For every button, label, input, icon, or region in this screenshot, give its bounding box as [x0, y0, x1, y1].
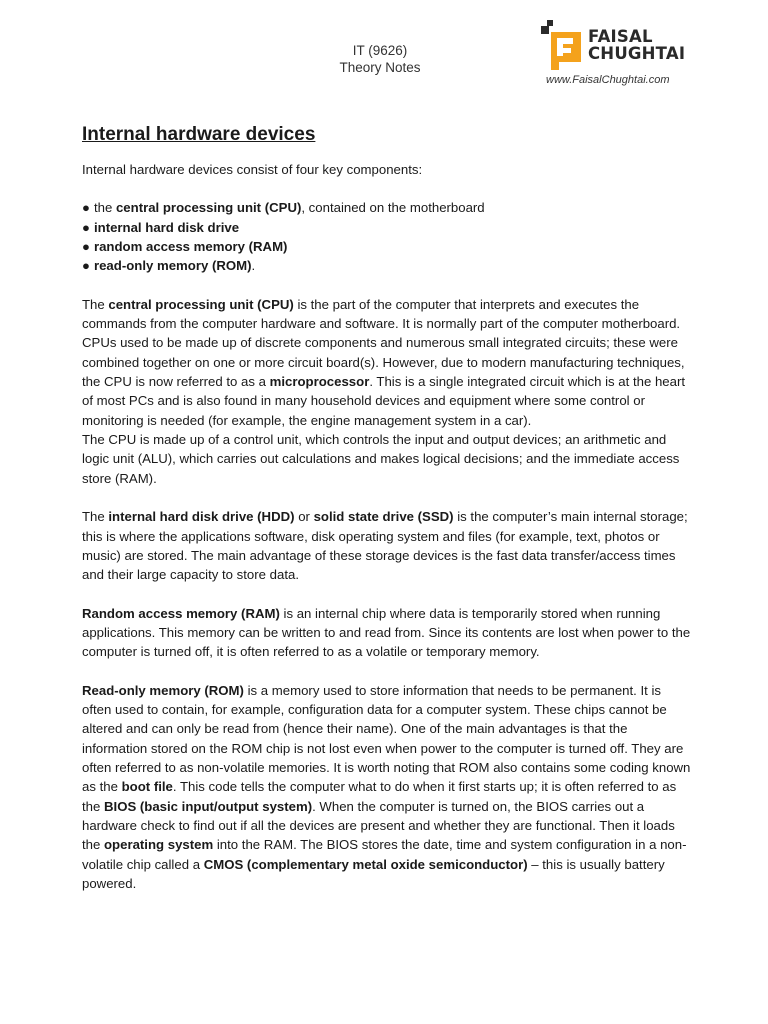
course-code: IT (9626) [352, 43, 408, 58]
component-list [82, 198, 692, 275]
intro-paragraph: Internal hardware devices consist of four key components: [82, 162, 423, 177]
page-header [300, 42, 460, 76]
cpu-components-paragraph: The CPU is made up of a control unit, which controls the input and output devices; an arithmetic and logic unit (ALU), which carries out calculations and makes logical decisions; and the immediate access store (RAM). [82, 432, 680, 486]
hdd-paragraph: The internal hard disk drive (HDD) or solid state drive (SSD) is the computer’s main internal storage; this is where the applications software, disk operating system and files (for example, text, photos or music) are stored. The main advantage of these storage devices is the fast data transfer/access times and their large capacity to store data. [82, 509, 688, 583]
section-title: Internal hardware devices [82, 124, 316, 145]
list-item: ● random access memory (RAM) [82, 239, 288, 255]
document-body [82, 122, 692, 912]
cpu-paragraph: The central processing unit (CPU) is the part of the computer that interprets and executes the commands from the computer hardware and software. It is normally part of the computer motherboard. CPUs used to be made up of discrete components and numerous small integrated circuits; these were combined together on one or more circuit board(s). However, due to modern manufacturing techniques, the CPU is now referred to as a microprocessor. This is a single integrated circuit which is at the heart of most PCs and is also found in many household devices and equipment where some control or monitoring is needed (for example, the engine management system in a car). [82, 296, 686, 428]
brand-logo [538, 20, 738, 90]
rom-paragraph: Read-only memory (ROM) is a memory used to store information that needs to be permanent. It is often used to contain, for example, configuration data for a computer system. These chips cannot be altered and can only be read from (hence their name). One of the main advantages is that the information stored on the ROM chip is not lost even when power to the computer is turned off. They are often referred to as non-volatile memories. It is worth noting that ROM also contains some coding known as the boot file. This code tells the computer what to do when it first starts up; it is often referred to as the BIOS (basic input/output system). When the computer is turned on, the BIOS carries out a hardware check to find out if all the devices are present and whether they are functional. Then it loads the operating system into the RAM. The BIOS stores the date, time and system configuration in a non-volatile chip called a CMOS (complementary metal oxide semiconductor) – this is usually battery powered. [82, 682, 691, 891]
ram-paragraph: Random access memory (RAM) is an internal chip where data is temporarily stored when running applications. This memory can be written to and read from. Since its contents are lost when power to the computer is turned off, it is often referred to as a volatile or temporary memory. [82, 605, 691, 660]
logo-mark-icon [538, 20, 594, 76]
list-item: ● read-only memory (ROM). [82, 258, 256, 274]
logo-wordmark: FAISAL CHUGHTAI [588, 27, 686, 63]
list-item: ● the central processing unit (CPU), contained on the motherboard [82, 200, 485, 216]
notes-subtitle: Theory Notes [339, 60, 421, 75]
list-item: ● internal hard disk drive [82, 219, 240, 235]
logo-url: www.FaisalChughtai.com [546, 74, 670, 86]
